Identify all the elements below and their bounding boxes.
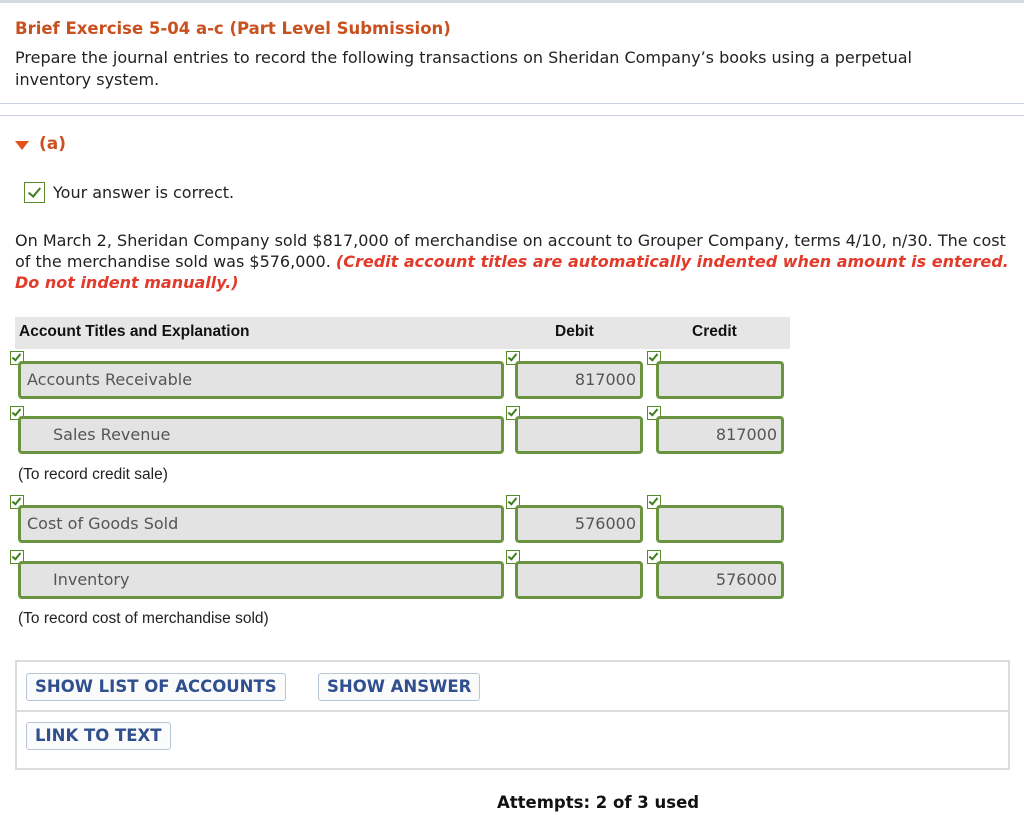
row1-account-field[interactable]: Accounts Receivable — [18, 361, 504, 399]
row3-account-field[interactable]: Cost of Goods Sold — [18, 505, 504, 543]
attempts-counter: Attempts: 2 of 3 used — [497, 793, 700, 812]
part-a-toggle[interactable] — [15, 134, 66, 154]
question-text — [15, 230, 1010, 293]
show-answer-button[interactable]: SHOW ANSWER — [318, 673, 480, 701]
status-message: Your answer is correct. — [53, 183, 235, 202]
row3-debit-field[interactable]: 576000 — [515, 505, 643, 543]
correct-check-icon — [24, 182, 45, 203]
row4-debit-field[interactable] — [515, 561, 643, 599]
answer-status — [24, 182, 234, 203]
question-body: On March 2, Sheridan Company sold $817,000 of merchandise on account to Grouper Company, terms 4/10, n/30. The cost of the merchandise sold was $576,000. — [15, 231, 1006, 271]
journal-table-header — [15, 317, 790, 349]
row4-credit-field[interactable]: 576000 — [656, 561, 784, 599]
entry2-explanation: (To record cost of merchandise sold) — [18, 610, 269, 627]
row2-debit-field[interactable] — [515, 416, 643, 454]
row1-credit-field[interactable] — [656, 361, 784, 399]
header-credit: Credit — [692, 323, 737, 340]
exercise-title: Brief Exercise 5-04 a-c (Part Level Submission) — [15, 19, 451, 38]
section-divider — [0, 115, 1024, 116]
header-account: Account Titles and Explanation — [19, 323, 250, 340]
row2-account-field[interactable]: Sales Revenue — [18, 416, 504, 454]
link-to-text-button[interactable]: LINK TO TEXT — [26, 722, 171, 750]
panel-divider — [17, 710, 1008, 712]
row1-debit-field[interactable]: 817000 — [515, 361, 643, 399]
collapse-triangle-icon — [15, 141, 29, 150]
indent-instruction: (Credit account titles are automatically indented when amount is entered. Do not indent manually.) — [15, 252, 1009, 292]
row3-credit-field[interactable] — [656, 505, 784, 543]
show-list-of-accounts-button[interactable]: SHOW LIST OF ACCOUNTS — [26, 673, 286, 701]
exercise-header — [0, 3, 1024, 104]
entry1-explanation: (To record credit sale) — [18, 466, 168, 483]
header-debit: Debit — [555, 323, 594, 340]
action-panel — [15, 660, 1010, 770]
row2-credit-field[interactable]: 817000 — [656, 416, 784, 454]
row4-account-field[interactable]: Inventory — [18, 561, 504, 599]
part-label: (a) — [39, 134, 67, 154]
exercise-prompt: Prepare the journal entries to record the following transactions on Sheridan Company’s books using a perpetual inventory system. — [15, 48, 912, 89]
